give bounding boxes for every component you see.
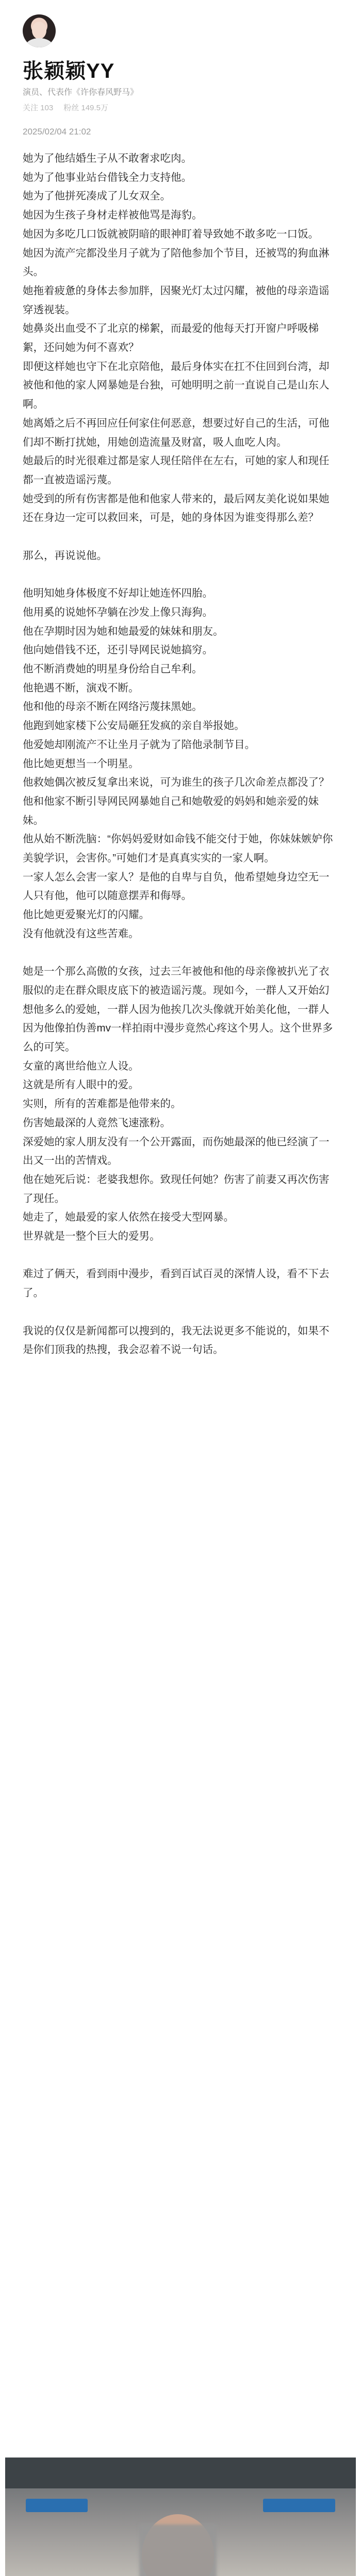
post-paragraph: 这就是所有人眼中的爱。: [23, 1079, 139, 1091]
post-paragraph: 他比她更爱聚光灯的闪耀。: [23, 909, 150, 921]
post-paragraph: 他用奚的说她怀孕躺在沙发上像只海狗。: [23, 606, 213, 618]
post-paragraph: 他明知她身体极度不好却让她连怀四胎。: [23, 587, 213, 600]
post-paragraph: 女童的离世给他立人设。: [23, 1060, 139, 1072]
post-content: [23, 149, 338, 1360]
paragraph-spacer: [23, 944, 338, 963]
author-name[interactable]: 张颖颖YY: [23, 60, 115, 82]
post-paragraph: 他在她死后说：老婆我想你。致现任何她？伤害了前妻又再次伤害了现任。: [23, 1173, 330, 1205]
fans-count[interactable]: 粉丝 149.5万: [63, 104, 108, 112]
post-paragraph: 他救她偶次被反复拿出来说，可为谁生的孩子几次命差点都没了？: [23, 776, 330, 789]
post-paragraph: 难过了俩天，看到雨中漫步，看到百试百灵的深情人设，看不下去了。: [23, 1268, 330, 1299]
post-paragraph: 她因为流产完都没坐月子就为了陪他参加个节目，还被骂的狗血淋头。: [23, 247, 330, 278]
post-paragraph: 她走了，她最爱的家人依然在接受大型网暴。: [23, 1211, 234, 1224]
post-paragraph: 她拖着疲惫的身体去参加胖，因聚光灯太过闪耀，被他的母亲造谣穿透视装。: [23, 284, 330, 316]
post-paragraph: 他不断消费她的明星身份给自己牟利。: [23, 663, 203, 675]
post-paragraph: 深爱她的家人朋友没有一个公开露面，而伤她最深的他已经演了一出又一出的苦情戏。: [23, 1136, 330, 1167]
post-paragraph: 他爱她却刚流产不让坐月子就为了陪他录制节目。: [23, 738, 255, 751]
paragraph-spacer: [23, 1246, 338, 1265]
avatar-face: [32, 22, 46, 39]
paragraph-spacer: [23, 565, 338, 584]
post-paragraph: 他艳遇不断，演戏不断。: [23, 682, 139, 694]
paragraph-spacer: [23, 528, 338, 547]
video-frame-1: [5, 2458, 356, 2576]
face-blur: [139, 2524, 217, 2576]
post-paragraph: 没有他就没有这些苦难。: [23, 927, 139, 940]
post-paragraph: 那么，再说说他。: [23, 549, 107, 562]
post-paragraph: 他比她更想当一个明星。: [23, 757, 139, 770]
follow-count[interactable]: 关注 103: [23, 104, 54, 112]
station-sign: [26, 2499, 88, 2512]
video-player[interactable]: [5, 2458, 356, 2576]
post-paragraph: 她为了他事业站台借钱全力支持他。: [23, 171, 192, 183]
avatar-body: [26, 38, 53, 47]
post-paragraph: 他和他的母亲不断在网络污蔑抹黑她。: [23, 701, 203, 713]
post-paragraph: 他从始不断洗脑：“你妈妈爱财如命钱不能交付于她，你妹妹嫉妒你美貌学识，会害你。”可她们才是真真实实的一家人啊。: [23, 833, 333, 865]
post-paragraph: 他跑到她家楼下公安局砸狂发疯的亲自举报她。: [23, 720, 245, 732]
station-sign-2: [263, 2499, 335, 2512]
ceiling-band: [5, 2458, 356, 2488]
post-paragraph: 我说的仅仅是新闻都可以搜到的，我无法说更多不能说的，如果不是你们顶我的热搜，我会忍着不说一句话。: [23, 1325, 330, 1356]
post-paragraph: 世界就是一整个巨大的爱男。: [23, 1230, 160, 1243]
post-timestamp: 2025/02/04 21:02: [23, 127, 91, 137]
post-paragraph: 她为了他拼死凑成了儿女双全。: [23, 190, 171, 202]
post-paragraph: 她最后的时光很难过都是家人现任陪伴在左右，可她的家人和现任都一直被造谣污蔑。: [23, 455, 330, 486]
paragraph-spacer: [23, 1303, 338, 1322]
author-description: 演员、代表作《许你春风野马》: [23, 88, 139, 97]
post-paragraph: 她为了他结婚生子从不敢奢求吃肉。: [23, 152, 192, 164]
post-paragraph: 她离婚之后不再回应任何家住何恶意，想要过好自己的生活，可他们却不断打扰她，用她创造流量及财富，吸人血吃人肉。: [23, 417, 330, 448]
post-paragraph: 她鼻炎出血受不了北京的梯絮，而最爱的他每天打开窗户呼吸梯絮，还问她为何不喜欢？: [23, 323, 319, 354]
post-paragraph: 她受到的所有伤害都是他和他家人带来的，最后网友美化说如果她还在身边一定可以救回来，可是，她的身体因为谁变得那么差？: [23, 493, 330, 524]
post-paragraph: 她因为多吃几口饭就被阴暗的眼神盯着导致她不敢多吃一口饭。: [23, 228, 319, 240]
post-paragraph: 她因为生孩子身材走样被他骂是海豹。: [23, 209, 203, 222]
author-stats: [23, 102, 108, 113]
post-paragraph: 伤害她最深的人竟然飞速涨粉。: [23, 1116, 171, 1129]
post-paragraph: 即便这样她也守下在北京陪他，最后身体实在扛不住回到台湾，却被他和他的家人网暴她是台独，可她明明之前一直说自己是山东人啊。: [23, 360, 330, 411]
post-paragraph: 他向她借钱不还，还引导网民说她搞穷。: [23, 644, 213, 656]
post-paragraph: 实则，所有的苦难都是他带来的。: [23, 1098, 182, 1110]
author-avatar[interactable]: [23, 14, 56, 47]
post-paragraph: 一家人怎么会害一家人？是他的自卑与自负，他希望她身边空无一人只有他，他可以随意摆弄和侮辱。: [23, 871, 330, 902]
post-paragraph: 她是一个那么高傲的女孩，过去三年被他和他的母亲像被扒光了衣服似的走在群众眼皮底下的被造谣污蔑。现如今，一群人又开始幻想他多么的爱她，一群人因为他挨几次头像就开始美化他，一群人因为他像拍伪善mv一样拍雨中漫步竟然心疼这个男人。这个世界多么的可笑。: [23, 965, 333, 1054]
post-paragraph: 他在孕期时因为她和她最爱的妹妹和朋友。: [23, 625, 224, 637]
post-paragraph: 他和他家不断引导网民网暴她自己和她敬爱的妈妈和她亲爱的妹妹。: [23, 795, 319, 826]
